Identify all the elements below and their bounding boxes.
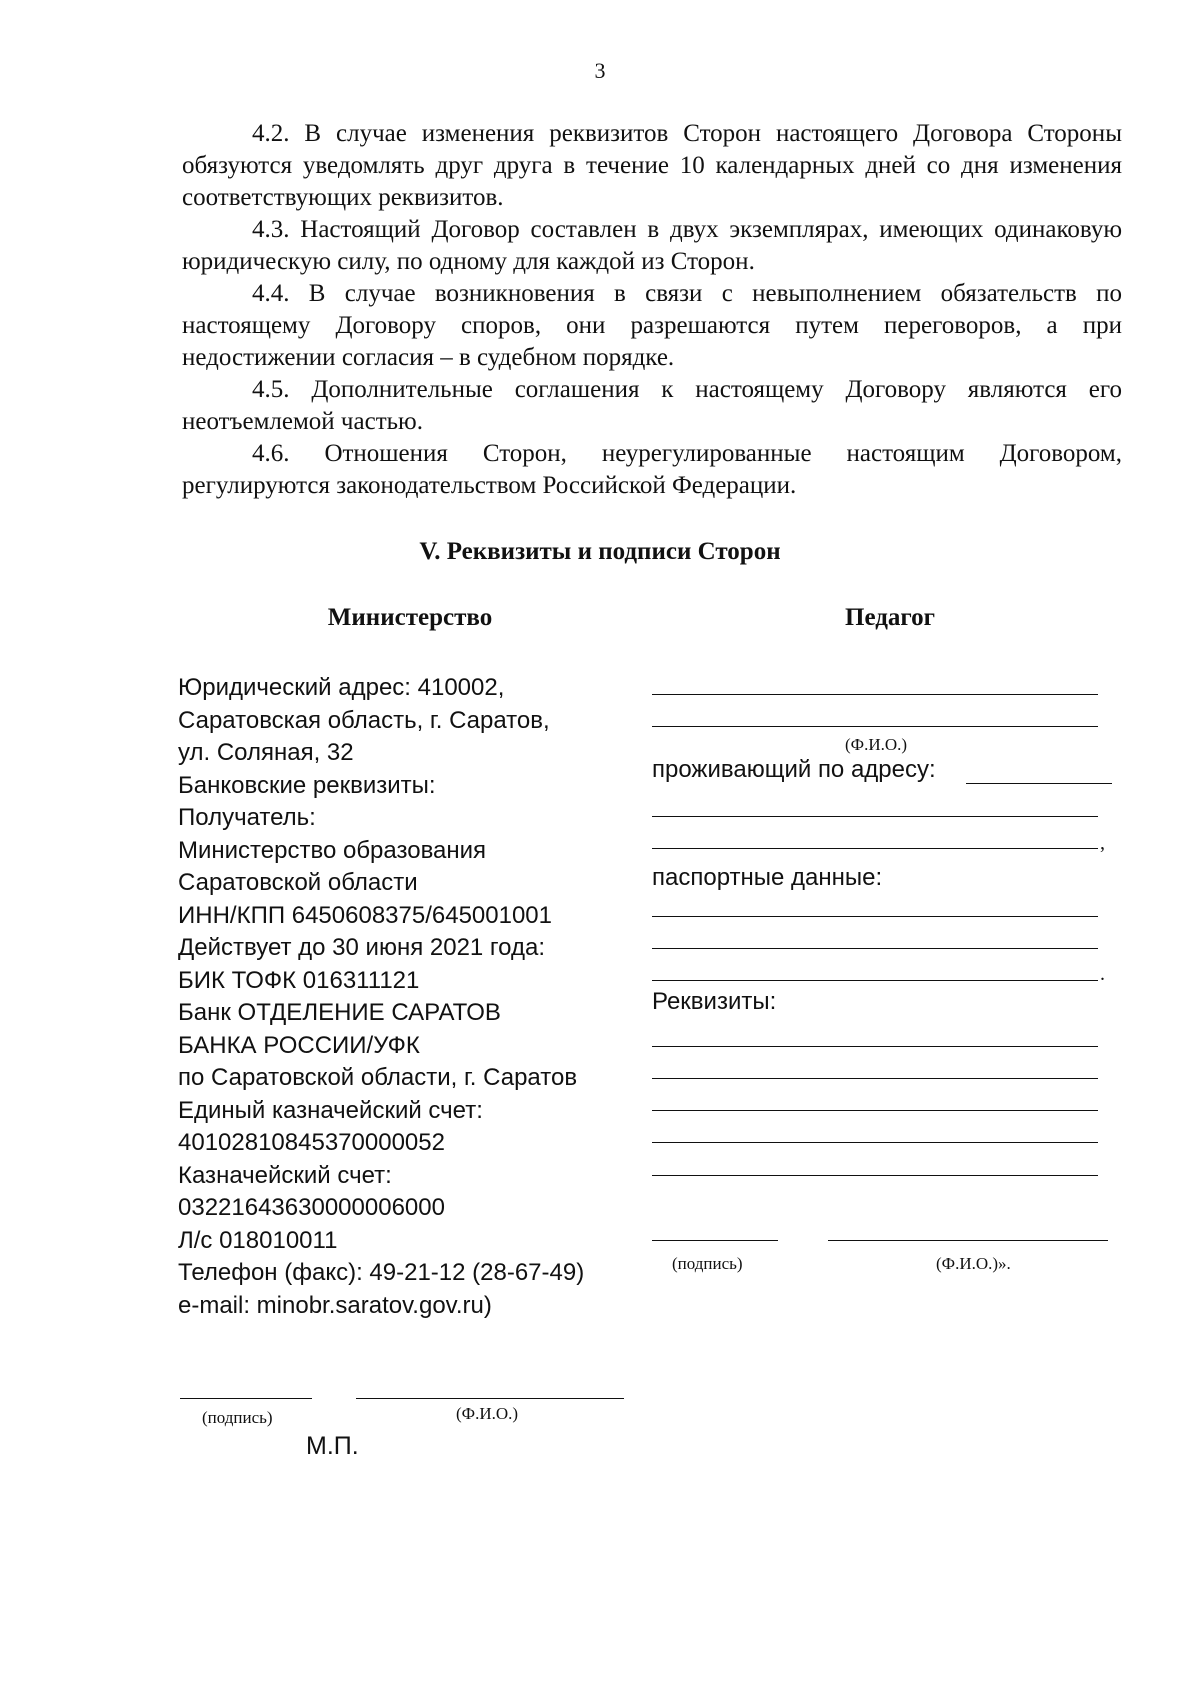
teacher-heading: Педагог <box>845 604 935 631</box>
teacher-passport-label: паспортные данные: <box>652 864 883 891</box>
ministry-line: 40102810845370000052 <box>178 1129 445 1156</box>
ministry-requisites <box>178 672 638 1322</box>
ministry-signature-caption: (подпись) <box>202 1408 273 1427</box>
teacher-fio-line <box>652 726 1098 727</box>
ministry-line: БИК ТОФК 016311121 <box>178 966 420 994</box>
ministry-heading: Министерство <box>327 604 493 631</box>
ministry-stamp: М.П. <box>306 1432 359 1460</box>
teacher-passport-period: . <box>1100 963 1105 985</box>
teacher-address-line <box>652 816 1098 817</box>
clause-4-3: 4.3. Настоящий Договор составлен в двух экземплярах, имеющих одинаковую юридическую силу, по одному для каждой из Сторон. <box>182 216 1122 275</box>
teacher-address-line <box>966 783 1112 784</box>
clause-4-5: 4.5. Дополнительные соглашения к настоящему Договору являются его неотъемлемой частью. <box>182 376 1122 435</box>
contract-clauses <box>182 118 1122 502</box>
teacher-address-comma: , <box>1100 832 1105 854</box>
clause-4-6: 4.6. Отношения Сторон, неурегулированные настоящим Договором, регулируются законодательством Российской Федерации. <box>182 440 1122 499</box>
teacher-signature-line <box>652 1240 778 1241</box>
ministry-line: Телефон (факс): 49-21-12 (28-67-49) <box>178 1259 585 1286</box>
ministry-line: Банк ОТДЕЛЕНИЕ САРАТОВ <box>178 999 501 1026</box>
teacher-fio-caption: (Ф.И.О.) <box>845 735 908 754</box>
teacher-fio-signature-line <box>828 1240 1108 1241</box>
ministry-line: Действует до 30 июня 2021 года: <box>178 934 545 961</box>
ministry-line: Л/с 018010011 <box>178 1226 338 1254</box>
ministry-fio-caption: (Ф.И.О.) <box>456 1404 519 1423</box>
ministry-signature-line <box>180 1398 312 1399</box>
page-number: 3 <box>594 58 606 83</box>
teacher-passport-line <box>652 948 1098 949</box>
teacher-requisites-line <box>652 1046 1098 1047</box>
ministry-fio-line <box>356 1398 624 1399</box>
teacher-requisites-line <box>652 1175 1098 1176</box>
teacher-passport-line <box>652 980 1098 981</box>
ministry-line: ИНН/КПП 6450608375/645001001 <box>178 901 553 929</box>
ministry-line: Казначейский счет: <box>178 1161 392 1189</box>
teacher-requisites-line <box>652 1078 1098 1079</box>
ministry-line: Юридический адрес: 410002, <box>178 674 505 701</box>
ministry-line: ул. Соляная, 32 <box>178 739 354 766</box>
teacher-fio-caption-end: (Ф.И.О.)». <box>936 1254 1011 1273</box>
teacher-signature-caption: (подпись) <box>672 1254 743 1273</box>
teacher-requisites-line <box>652 1142 1098 1143</box>
ministry-line: Саратовской области <box>178 869 418 896</box>
section-title: V. Реквизиты и подписи Сторон <box>419 538 781 565</box>
clause-4-2: 4.2. В случае изменения реквизитов Сторон настоящего Договора Стороны обязуются уведомлять друг друга в течение 10 календарных дней со дня изменения соответствующих реквизитов. <box>182 120 1122 211</box>
ministry-line: 03221643630000006000 <box>178 1194 445 1221</box>
ministry-line: Саратовская область, г. Саратов, <box>178 706 550 734</box>
ministry-line: e-mail: minobr.saratov.gov.ru) <box>178 1291 492 1319</box>
ministry-line: Получатель: <box>178 804 316 831</box>
teacher-fio-line <box>652 694 1098 695</box>
ministry-line: Банковские реквизиты: <box>178 771 436 799</box>
ministry-line: БАНКА РОССИИ/УФК <box>178 1031 420 1059</box>
teacher-address-label: проживающий по адресу: <box>652 756 936 783</box>
ministry-line: Министерство образования <box>178 836 487 864</box>
teacher-address-line <box>652 848 1098 849</box>
teacher-requisites-line <box>652 1110 1098 1111</box>
teacher-requisites-label: Реквизиты: <box>652 988 777 1015</box>
ministry-line: по Саратовской области, г. Саратов <box>178 1064 578 1091</box>
ministry-line: Единый казначейский счет: <box>178 1096 483 1124</box>
clause-4-4: 4.4. В случае возникновения в связи с невыполнением обязательств по настоящему Договору споров, они разрешаются путем переговоров, а при недостижении согласия – в судебном порядке. <box>182 280 1122 371</box>
teacher-passport-line <box>652 916 1098 917</box>
